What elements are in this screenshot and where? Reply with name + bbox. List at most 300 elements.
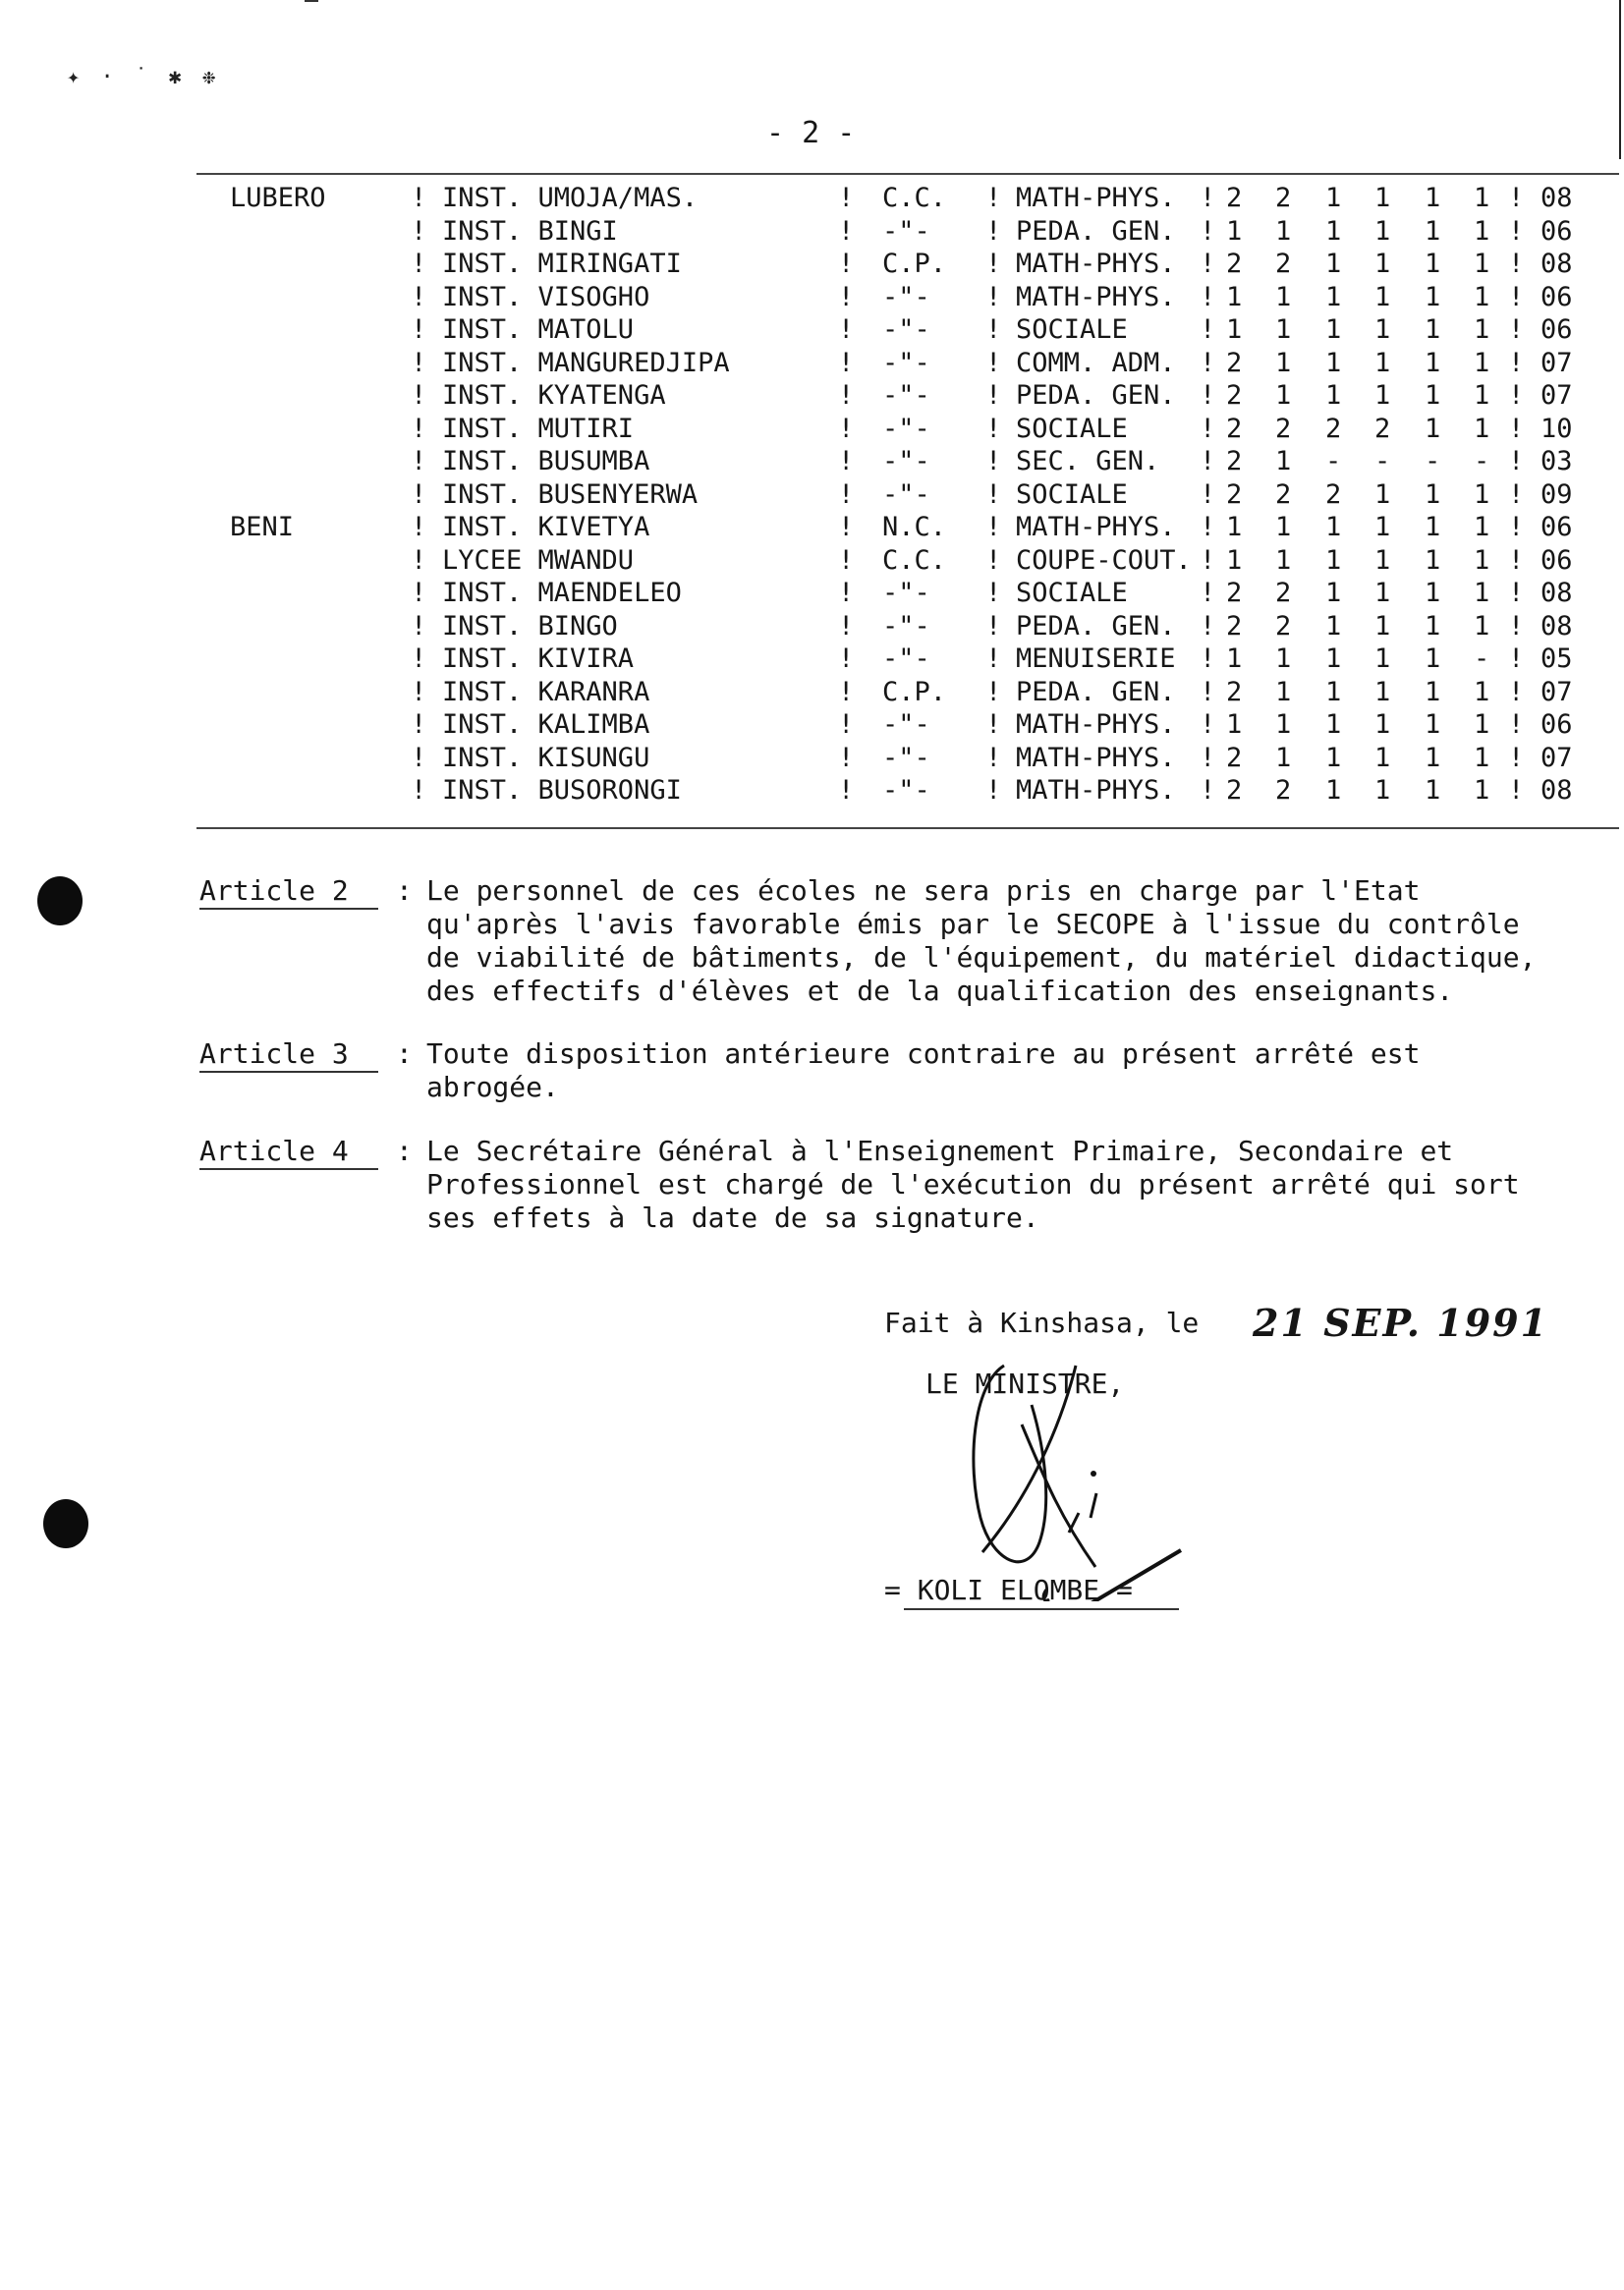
total-cell: 06 (1540, 215, 1573, 247)
count-cell: 1 (1275, 742, 1292, 773)
count-cell: 1 (1474, 183, 1490, 213)
status-cell: -"- (882, 446, 930, 476)
count-cell: 1 (1374, 512, 1391, 542)
region-cell: BENI (230, 512, 295, 542)
separator-cell: ! (411, 413, 427, 444)
count-cell: 1 (1474, 676, 1490, 707)
separator-cell: ! (1200, 742, 1216, 773)
count-cell: 1 (1374, 709, 1391, 740)
separator-cell: ! (985, 512, 1002, 542)
separator-cell: ! (838, 610, 855, 642)
count-cell: 1 (1275, 709, 1292, 740)
count-cell: 2 (1226, 249, 1243, 279)
separator-cell: ! (1508, 676, 1525, 707)
separator-cell: ! (985, 413, 1002, 444)
separator-cell: ! (838, 709, 855, 740)
punch-hole-mark (43, 1499, 88, 1548)
count-cell: 2 (1325, 413, 1342, 444)
status-cell: -"- (882, 314, 930, 345)
separator-cell: ! (838, 578, 855, 608)
count-cell: 1 (1474, 512, 1490, 542)
count-cell: 1 (1325, 512, 1342, 542)
separator-cell: ! (1200, 643, 1216, 674)
count-cell: 1 (1374, 281, 1391, 312)
count-cell: 2 (1226, 742, 1243, 773)
count-cell: 1 (1425, 512, 1441, 542)
count-cell: 1 (1425, 183, 1441, 213)
table-row (0, 676, 1624, 708)
separator-cell: ! (1508, 578, 1525, 608)
separator-cell: ! (411, 544, 427, 576)
separator-cell: ! (1200, 709, 1216, 740)
separator-cell: ! (838, 347, 855, 378)
separator-cell: ! (1200, 610, 1216, 642)
separator-cell: ! (1200, 478, 1216, 510)
count-cell: 1 (1425, 380, 1441, 411)
separator-cell: ! (985, 676, 1002, 707)
article-body (426, 1037, 1537, 1104)
article-line: ses effets à la date de sa signature. (426, 1201, 1039, 1234)
article-line: de viabilité de bâtiments, de l'équipement, du matériel didactique, (426, 941, 1537, 974)
count-cell: 1 (1275, 314, 1292, 345)
separator-cell: ! (985, 314, 1002, 345)
count-cell: 1 (1325, 643, 1342, 674)
separator-cell: ! (838, 676, 855, 707)
separator-cell: ! (1200, 775, 1216, 806)
total-cell: 03 (1540, 446, 1573, 476)
separator-cell: ! (1508, 314, 1525, 345)
separator-cell: ! (838, 478, 855, 510)
region-cell: LUBERO (230, 183, 326, 213)
table-row (0, 642, 1624, 675)
separator-cell: ! (838, 512, 855, 542)
count-cell: 1 (1474, 215, 1490, 247)
total-cell: 08 (1540, 610, 1573, 642)
count-cell: - (1474, 446, 1490, 476)
count-cell: 2 (1226, 380, 1243, 411)
separator-cell: ! (411, 775, 427, 806)
status-cell: -"- (882, 578, 930, 608)
count-cell: 1 (1325, 742, 1342, 773)
punch-hole-mark (37, 876, 83, 925)
article-line: Toute disposition antérieure contraire au présent arrêté est (426, 1037, 1421, 1070)
count-cell: 1 (1374, 249, 1391, 279)
school-name-cell: INST. BUSENYERWA (442, 478, 699, 510)
total-cell: 06 (1540, 544, 1573, 576)
article-label-underline (199, 1071, 378, 1073)
count-cell: 1 (1275, 512, 1292, 542)
separator-cell: ! (985, 742, 1002, 773)
option-cell: SOCIALE (1016, 314, 1128, 345)
count-cell: 1 (1474, 578, 1490, 608)
count-cell: 1 (1226, 643, 1243, 674)
count-cell: 2 (1275, 249, 1292, 279)
total-cell: 07 (1540, 347, 1573, 378)
count-cell: 1 (1425, 775, 1441, 806)
count-cell: 1 (1425, 215, 1441, 247)
separator-cell: ! (985, 478, 1002, 510)
separator-cell: ! (411, 281, 427, 312)
table-row (0, 313, 1624, 346)
count-cell: 1 (1275, 215, 1292, 247)
separator-cell: ! (411, 446, 427, 476)
option-cell: MATH-PHYS. (1016, 775, 1176, 806)
separator-cell: ! (985, 578, 1002, 608)
separator-cell: ! (1508, 413, 1525, 444)
count-cell: 1 (1474, 742, 1490, 773)
total-cell: 08 (1540, 775, 1573, 806)
separator-cell: ! (838, 380, 855, 411)
option-cell: MATH-PHYS. (1016, 183, 1176, 213)
count-cell: 1 (1425, 676, 1441, 707)
option-cell: MATH-PHYS. (1016, 709, 1176, 740)
school-name-cell: INST. KARANRA (442, 676, 650, 707)
count-cell: 1 (1474, 775, 1490, 806)
count-cell: 1 (1425, 281, 1441, 312)
status-cell: -"- (882, 742, 930, 773)
status-cell: -"- (882, 380, 930, 411)
separator-cell: ! (1200, 512, 1216, 542)
count-cell: 1 (1425, 413, 1441, 444)
count-cell: 1 (1374, 215, 1391, 247)
count-cell: 1 (1425, 478, 1441, 510)
count-cell: 1 (1374, 578, 1391, 608)
bottom-rule (196, 827, 1619, 829)
separator-cell: ! (411, 610, 427, 642)
separator-cell: ! (1508, 512, 1525, 542)
separator-cell: ! (838, 183, 855, 213)
count-cell: 1 (1325, 281, 1342, 312)
article-label-underline (199, 908, 378, 910)
count-cell: 1 (1474, 380, 1490, 411)
separator-cell: ! (411, 380, 427, 411)
option-cell: MATH-PHYS. (1016, 249, 1176, 279)
table-row (0, 248, 1624, 280)
separator-cell: ! (985, 380, 1002, 411)
article-colon: : (396, 1135, 413, 1167)
count-cell: 1 (1226, 215, 1243, 247)
count-cell: 1 (1474, 413, 1490, 444)
table-row (0, 610, 1624, 642)
count-cell: 2 (1226, 413, 1243, 444)
separator-cell: ! (411, 249, 427, 279)
count-cell: 2 (1226, 775, 1243, 806)
separator-cell: ! (985, 347, 1002, 378)
total-cell: 09 (1540, 478, 1573, 510)
separator-cell: ! (985, 446, 1002, 476)
separator-cell: ! (985, 610, 1002, 642)
count-cell: 1 (1226, 709, 1243, 740)
status-cell: -"- (882, 610, 930, 642)
school-name-cell: INST. MATOLU (442, 314, 635, 345)
handwritten-signature (953, 1346, 1208, 1601)
article-colon: : (396, 874, 413, 907)
count-cell: 2 (1275, 578, 1292, 608)
separator-cell: ! (1200, 544, 1216, 576)
status-cell: -"- (882, 709, 930, 740)
separator-cell: ! (838, 249, 855, 279)
table-row (0, 774, 1624, 807)
separator-cell: ! (985, 215, 1002, 247)
separator-cell: ! (838, 215, 855, 247)
page-number: - 2 - (766, 116, 856, 150)
separator-cell: ! (838, 742, 855, 773)
article-label: Article 3 (199, 1037, 349, 1070)
total-cell: 06 (1540, 512, 1573, 542)
school-name-cell: INST. VISOGHO (442, 281, 650, 312)
separator-cell: ! (1508, 775, 1525, 806)
table-row (0, 708, 1624, 741)
school-name-cell: INST. KIVIRA (442, 643, 635, 674)
page-edge-mark (1619, 0, 1621, 159)
count-cell: 1 (1374, 775, 1391, 806)
count-cell: 1 (1325, 610, 1342, 642)
count-cell: 1 (1474, 709, 1490, 740)
separator-cell: ! (838, 446, 855, 476)
count-cell: 2 (1275, 413, 1292, 444)
minister-name-underline (904, 1608, 1179, 1610)
separator-cell: ! (1508, 478, 1525, 510)
count-cell: - (1425, 446, 1441, 476)
count-cell: 1 (1474, 478, 1490, 510)
count-cell: 1 (1425, 578, 1441, 608)
count-cell: 1 (1374, 347, 1391, 378)
separator-cell: ! (838, 413, 855, 444)
count-cell: 1 (1425, 709, 1441, 740)
separator-cell: ! (838, 775, 855, 806)
separator-cell: ! (838, 544, 855, 576)
table-row (0, 215, 1624, 248)
count-cell: 2 (1226, 610, 1243, 642)
count-cell: 2 (1226, 183, 1243, 213)
option-cell: PEDA. GEN. (1016, 676, 1176, 707)
total-cell: 05 (1540, 643, 1573, 674)
count-cell: 2 (1226, 446, 1243, 476)
count-cell: - (1374, 446, 1391, 476)
separator-cell: ! (411, 215, 427, 247)
count-cell: 1 (1425, 347, 1441, 378)
separator-cell: ! (411, 314, 427, 345)
count-cell: 1 (1325, 215, 1342, 247)
separator-cell: ! (411, 478, 427, 510)
separator-cell: ! (1200, 249, 1216, 279)
separator-cell: ! (1508, 544, 1525, 576)
total-cell: 06 (1540, 281, 1573, 312)
count-cell: 1 (1474, 314, 1490, 345)
count-cell: 1 (1325, 183, 1342, 213)
count-cell: 1 (1325, 775, 1342, 806)
count-cell: 2 (1226, 347, 1243, 378)
status-cell: -"- (882, 478, 930, 510)
option-cell: MATH-PHYS. (1016, 512, 1176, 542)
separator-cell: ! (838, 314, 855, 345)
school-name-cell: INST. MAENDELEO (442, 578, 682, 608)
date-stamp: 21 SEP. 1991 (1253, 1301, 1549, 1345)
separator-cell: ! (1508, 380, 1525, 411)
article-label: Article 2 (199, 874, 349, 907)
article-line: abrogée. (426, 1071, 559, 1103)
school-name-cell: INST. UMOJA/MAS. (442, 183, 699, 213)
article-colon: : (396, 1037, 413, 1070)
table-row (0, 379, 1624, 412)
article-label: Article 4 (199, 1135, 349, 1167)
minister-name: = KOLI ELOMBE = (884, 1574, 1133, 1606)
separator-cell: ! (411, 709, 427, 740)
option-cell: MENUISERIE (1016, 643, 1176, 674)
separator-cell: ! (1508, 215, 1525, 247)
count-cell: 1 (1325, 314, 1342, 345)
count-cell: 1 (1325, 249, 1342, 279)
count-cell: 1 (1374, 643, 1391, 674)
option-cell: SOCIALE (1016, 413, 1128, 444)
count-cell: 2 (1275, 775, 1292, 806)
status-cell: -"- (882, 413, 930, 444)
separator-cell: ! (411, 512, 427, 542)
status-cell: -"- (882, 775, 930, 806)
table-row (0, 511, 1624, 543)
separator-cell: ! (1200, 446, 1216, 476)
option-cell: PEDA. GEN. (1016, 610, 1176, 642)
school-name-cell: INST. KIVETYA (442, 512, 650, 542)
option-cell: PEDA. GEN. (1016, 380, 1176, 411)
school-name-cell: INST. BUSUMBA (442, 446, 650, 476)
separator-cell: ! (985, 183, 1002, 213)
separator-cell: ! (411, 643, 427, 674)
school-name-cell: INST. MANGUREDJIPA (442, 347, 730, 378)
top-rule (196, 173, 1619, 175)
school-name-cell: INST. KALIMBA (442, 709, 650, 740)
separator-cell: ! (985, 544, 1002, 576)
table-row (0, 413, 1624, 445)
status-cell: -"- (882, 215, 930, 247)
count-cell: 1 (1325, 380, 1342, 411)
count-cell: 1 (1474, 610, 1490, 642)
count-cell: 1 (1325, 676, 1342, 707)
status-cell: C.P. (882, 676, 947, 707)
separator-cell: ! (838, 643, 855, 674)
separator-cell: ! (1508, 347, 1525, 378)
option-cell: MATH-PHYS. (1016, 742, 1176, 773)
school-name-cell: LYCEE MWANDU (442, 544, 635, 576)
total-cell: 08 (1540, 249, 1573, 279)
count-cell: 1 (1425, 544, 1441, 576)
school-name-cell: INST. BINGO (442, 610, 618, 642)
count-cell: 2 (1325, 478, 1342, 510)
scan-mark (305, 0, 318, 2)
count-cell: 1 (1275, 347, 1292, 378)
total-cell: 07 (1540, 742, 1573, 773)
count-cell: 1 (1226, 544, 1243, 576)
separator-cell: ! (411, 676, 427, 707)
count-cell: 2 (1226, 478, 1243, 510)
table-row (0, 544, 1624, 577)
separator-cell: ! (1508, 281, 1525, 312)
total-cell: 07 (1540, 676, 1573, 707)
status-cell: -"- (882, 643, 930, 674)
count-cell: 1 (1325, 578, 1342, 608)
count-cell: 1 (1425, 314, 1441, 345)
separator-cell: ! (1508, 183, 1525, 213)
separator-cell: ! (1508, 610, 1525, 642)
article-line: Le personnel de ces écoles ne sera pris en charge par l'Etat (426, 874, 1421, 907)
total-cell: 10 (1540, 413, 1573, 444)
separator-cell: ! (1200, 183, 1216, 213)
separator-cell: ! (1200, 578, 1216, 608)
count-cell: 1 (1226, 314, 1243, 345)
count-cell: - (1474, 643, 1490, 674)
separator-cell: ! (985, 643, 1002, 674)
separator-cell: ! (985, 775, 1002, 806)
count-cell: 1 (1374, 183, 1391, 213)
count-cell: 1 (1275, 544, 1292, 576)
separator-cell: ! (1508, 249, 1525, 279)
article-line: qu'après l'avis favorable émis par le SECOPE à l'issue du contrôle (426, 908, 1520, 940)
school-name-cell: INST. MUTIRI (442, 413, 635, 444)
table-row (0, 347, 1624, 379)
separator-cell: ! (1200, 281, 1216, 312)
count-cell: 2 (1275, 478, 1292, 510)
count-cell: 1 (1474, 281, 1490, 312)
count-cell: 1 (1425, 742, 1441, 773)
separator-cell: ! (1200, 413, 1216, 444)
option-cell: MATH-PHYS. (1016, 281, 1176, 312)
total-cell: 06 (1540, 709, 1573, 740)
separator-cell: ! (1200, 314, 1216, 345)
option-cell: SOCIALE (1016, 578, 1128, 608)
table-row (0, 478, 1624, 511)
table-row (0, 742, 1624, 774)
count-cell: 1 (1325, 347, 1342, 378)
count-cell: 2 (1275, 183, 1292, 213)
count-cell: 1 (1474, 249, 1490, 279)
count-cell: 1 (1425, 610, 1441, 642)
count-cell: 1 (1374, 742, 1391, 773)
separator-cell: ! (1508, 709, 1525, 740)
count-cell: 1 (1226, 512, 1243, 542)
separator-cell: ! (985, 709, 1002, 740)
separator-cell: ! (985, 281, 1002, 312)
status-cell: N.C. (882, 512, 947, 542)
school-name-cell: INST. KYATENGA (442, 380, 666, 411)
article-body (426, 874, 1537, 1008)
count-cell: 2 (1275, 610, 1292, 642)
separator-cell: ! (985, 249, 1002, 279)
article-line: Le Secrétaire Général à l'Enseignement Primaire, Secondaire et (426, 1135, 1454, 1167)
school-name-cell: INST. MIRINGATI (442, 249, 682, 279)
option-cell: COUPE-COUT. (1016, 544, 1192, 576)
article-body (426, 1135, 1537, 1235)
count-cell: 1 (1275, 281, 1292, 312)
table-row (0, 577, 1624, 609)
separator-cell: ! (1200, 215, 1216, 247)
separator-cell: ! (1200, 676, 1216, 707)
status-cell: C.C. (882, 544, 947, 576)
minister-title: LE MINISTRE, (925, 1368, 1125, 1400)
article-line: des effectifs d'élèves et de la qualification des enseignants. (426, 975, 1454, 1007)
total-cell: 08 (1540, 578, 1573, 608)
separator-cell: ! (1200, 347, 1216, 378)
separator-cell: ! (838, 281, 855, 312)
school-name-cell: INST. BINGI (442, 215, 618, 247)
count-cell: 1 (1226, 281, 1243, 312)
separator-cell: ! (411, 578, 427, 608)
separator-cell: ! (411, 183, 427, 213)
total-cell: 07 (1540, 380, 1573, 411)
separator-cell: ! (1508, 643, 1525, 674)
place-and-date-label: Fait à Kinshasa, le (884, 1307, 1200, 1339)
table-row (0, 281, 1624, 313)
total-cell: 06 (1540, 314, 1573, 345)
